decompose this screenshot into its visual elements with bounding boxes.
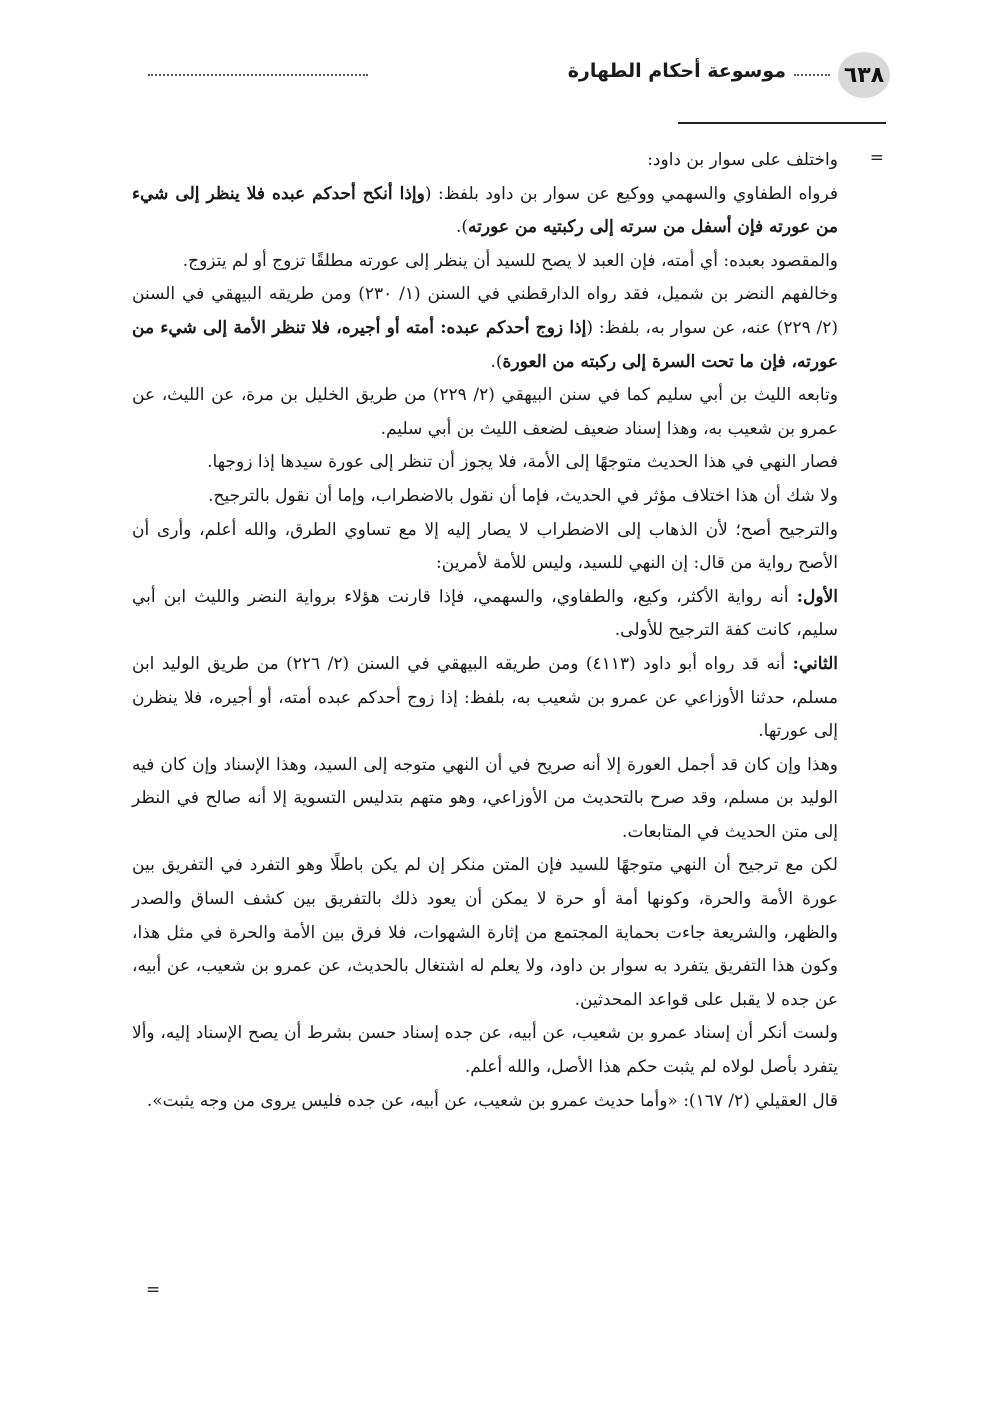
text: واختلف على سوار بن داود: xyxy=(647,150,838,170)
paragraph xyxy=(132,446,838,480)
bold-text: الأول: xyxy=(796,586,838,607)
paragraph xyxy=(132,1085,838,1119)
text: والترجيح أصح؛ لأن الذهاب إلى الاضطراب لا يصار إليه إلا مع تساوي الطرق، والله أعلم، وأرى أن الأصح رواية من قال: إن النهي للسيد، وليس للأمة لأمرين: xyxy=(132,519,838,574)
paragraph xyxy=(132,514,838,581)
text: لكن مع ترجيح أن النهي متوجهًا للسيد فإن المتن منكر إن لم يكن باطلًا وهو التفرد في التفريق بين عورة الأمة والحرة، وكونها أمة أو حرة لا يمكن أن يعود ذلك بالتفريق بين كشف الساق والصدر والظهر، والشريعة جاءت بحماية المجتمع من إثارة الشهوات، فلا فرق بين الأمة والحرة في مثل هذا، وكون هذا التفريق يتفرد به سوار بن داود، ولا يعلم له اشتغال بالحديث، عن عمرو بن شعيب، عن أبيه، عن جده لا يقبل على قواعد المحدثين. xyxy=(132,855,838,1010)
text: ولست أنكر أن إسناد عمرو بن شعيب، عن أبيه، عن جده إسناد حسن بشرط أن يصح الإسناد إليه، وألا يتفرد بأصل لولاه لم يثبت حكم هذا الأصل، والله أعلم. xyxy=(132,1023,838,1078)
paragraph xyxy=(132,178,838,245)
header-dotted-leader-right xyxy=(794,74,830,76)
page-number: ٦٣٨ xyxy=(838,52,890,98)
bold-text: الثاني: xyxy=(792,653,838,674)
paragraph xyxy=(132,581,838,648)
continuation-mark-top: = xyxy=(869,148,884,168)
running-title: موسوعة أحكام الطهارة xyxy=(567,60,786,82)
continuation-mark-bottom: = xyxy=(146,1280,161,1300)
footnote-separator-rule xyxy=(678,122,886,124)
text: فصار النهي في هذا الحديث متوجهًا إلى الأمة، فلا يجوز أن تنظر إلى عورة سيدها إذا زوجها. xyxy=(207,452,838,473)
text: فرواه الطفاوي والسهمي ووكيع عن سوار بن داود بلفظ: ( xyxy=(424,183,838,204)
paragraph xyxy=(132,278,838,379)
paragraph xyxy=(132,849,838,1017)
footnote-body xyxy=(132,144,838,1118)
paragraph xyxy=(132,749,838,850)
paragraph xyxy=(132,648,838,749)
paragraph xyxy=(132,245,838,279)
text: ولا شك أن هذا اختلاف مؤثر في الحديث، فإما أن نقول بالاضطراب، وإما أن نقول بالترجيح. xyxy=(208,485,838,506)
text: وهذا وإن كان قد أجمل العورة إلا أنه صريح في أن النهي متوجه إلى السيد، وهذا الإسناد وإن كان فيه الوليد بن مسلم، وقد صرح بالتحديث من الأوزاعي، وهو متهم بتدليس التسوية إلا أنه صالح في النظر إلى متن الحديث في المتابعات. xyxy=(132,754,838,842)
text: ). xyxy=(490,351,503,372)
paragraph xyxy=(132,480,838,514)
paragraph xyxy=(132,1017,838,1084)
bold-text: وإذا أنكح أحدكم عبده فلا ينظر إلى شيء من عورته فإن أسفل من سرته إلى ركبتيه من عورته xyxy=(132,183,838,238)
text: ). xyxy=(456,217,469,238)
text: أنه قد رواه أبو داود (٤١١٣) ومن طريقه البيهقي في السنن (٢/ ٢٢٦) من طريق الوليد ابن مسلم، حدثنا الأوزاعي عن عمرو بن شعيب به، بلفظ: إذا زوج أحدكم عبده أمته، أو أجيره، فلا ينظرن إلى عورتها. xyxy=(132,653,838,742)
text: وتابعه الليث بن أبي سليم كما في سنن البيهقي (٢/ ٢٢٩) من طريق الخليل بن مرة، عن الليث، عن عمرو بن شعيب به، وهذا إسناد ضعيف لضعف الليث بن أبي سليم. xyxy=(132,385,838,439)
text: وخالفهم النضر بن شميل، فقد رواه الدارقطني في السنن (١/ ٢٣٠) ومن طريقه البيهقي في السنن (٢/ ٢٢٩) عنه، عن سوار به، بلفظ: ( xyxy=(132,284,839,338)
header-dotted-leader-left xyxy=(148,74,368,76)
text: أنه رواية الأكثر، وكيع، والطفاوي، والسهمي، فإذا قارنت هؤلاء برواية النضر والليث ابن أبي سليم، كانت كفة الترجيح للأولى. xyxy=(132,586,838,641)
page-header xyxy=(148,52,890,98)
bold-text: إذا زوج أحدكم عبده: أمته أو أجيره، فلا تنظر الأمة إلى شيء من عورته، فإن ما تحت السرة إلى ركبته من العورة xyxy=(132,317,838,372)
text: قال العقيلي (٢/ ١٦٧): «وأما حديث عمرو بن شعيب، عن أبيه، عن جده فليس يروى من وجه يثبت». xyxy=(146,1090,838,1111)
text: والمقصود بعبده: أي أمته، فإن العبد لا يصح للسيد أن ينظر إلى عورته مطلقًا تزوج أو لم يتزوج. xyxy=(182,250,838,271)
paragraph xyxy=(132,379,838,446)
paragraph xyxy=(132,144,838,178)
